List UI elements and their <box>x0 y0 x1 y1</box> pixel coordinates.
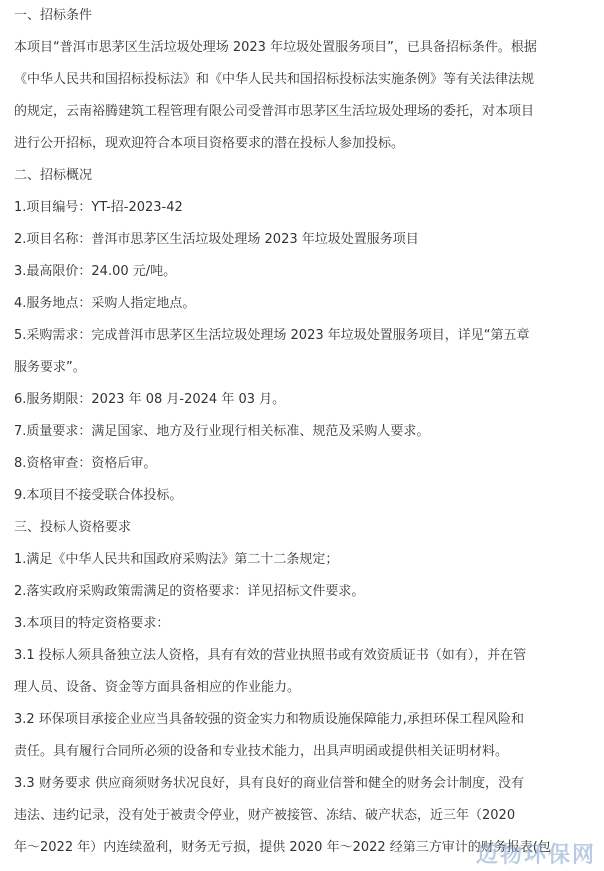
section-heading-2: 二、招标概况 <box>14 168 93 183</box>
requirement-line: 3.本项目的特定资格要求： <box>14 616 170 631</box>
paragraph-line: 进行公开招标，现欢迎符合本项目资格要求的潜在投标人参加投标。 <box>14 136 405 151</box>
site-watermark: 迈物环保网 <box>475 843 596 868</box>
section-heading-1: 一、招标条件 <box>14 8 93 23</box>
requirement-line: 3.1 投标人须具备独立法人资格，具有有效的营业执照书或有效资质证书（如有），并在管 <box>14 648 527 663</box>
requirement-line: 违法、违约记录，没有处于被责令停业，财产被接管、冻结、破产状态，近三年（2020 <box>14 808 516 823</box>
item-project-name: 2.项目名称：普洱市思茅区生活垃圾处理场 2023 年垃圾处置服务项目 <box>14 232 419 247</box>
item-procurement-demand: 5.采购需求：完成普洱市思茅区生活垃圾处理场 2023 年垃圾处置服务项目，详见“第五章 <box>14 328 530 343</box>
paragraph-line: 《中华人民共和国招标投标法》和《中华人民共和国招标投标法实施条例》等有关法律法规 <box>14 72 535 87</box>
item-service-period: 6.服务期限：2023 年 08 月-2024 年 03 月。 <box>14 392 286 407</box>
item-service-location: 4.服务地点：采购人指定地点。 <box>14 296 196 311</box>
requirement-line: 1.满足《中华人民共和国政府采购法》第二十二条规定； <box>14 552 339 567</box>
item-no-consortium: 9.本项目不接受联合体投标。 <box>14 488 183 503</box>
item-max-price: 3.最高限价：24.00 元/吨。 <box>14 264 177 279</box>
paragraph-line: 本项目“普洱市思茅区生活垃圾处理场 2023 年垃圾处置服务项目”，已具备招标条件。根据 <box>14 40 537 55</box>
paragraph-line: 的规定，云南裕腾建筑工程管理有限公司受普洱市思茅区生活垃圾处理场的委托，对本项目 <box>14 104 535 119</box>
requirement-line: 2.落实政府采购政策需满足的资格要求：详见招标文件要求。 <box>14 584 365 599</box>
document-body <box>14 0 592 864</box>
requirement-line: 3.3 财务要求 供应商须财务状况良好，具有良好的商业信誉和健全的财务会计制度，没有 <box>14 776 524 791</box>
requirement-line: 责任。具有履行合同所必须的设备和专业技术能力，出具声明函或提供相关证明材料。 <box>14 744 509 759</box>
item-qualification-review: 8.资格审查：资格后审。 <box>14 456 157 471</box>
requirement-line: 3.2 环保项目承接企业应当具备较强的资金实力和物质设施保障能力,承担环保工程风险和 <box>14 712 524 727</box>
requirement-line: 年～2022 年）内连续盈利，财务无亏损，提供 2020 年～2022 经第三方审计的财务报表(包 <box>14 840 551 855</box>
item-procurement-demand-cont: 服务要求”。 <box>14 360 86 375</box>
section-heading-3: 三、投标人资格要求 <box>14 520 132 535</box>
item-project-number: 1.项目编号：YT-招-2023-42 <box>14 200 183 215</box>
requirement-line: 理人员、设备、资金等方面具备相应的作业能力。 <box>14 680 301 695</box>
item-quality-requirement: 7.质量要求：满足国家、地方及行业现行相关标准、规范及采购人要求。 <box>14 424 430 439</box>
